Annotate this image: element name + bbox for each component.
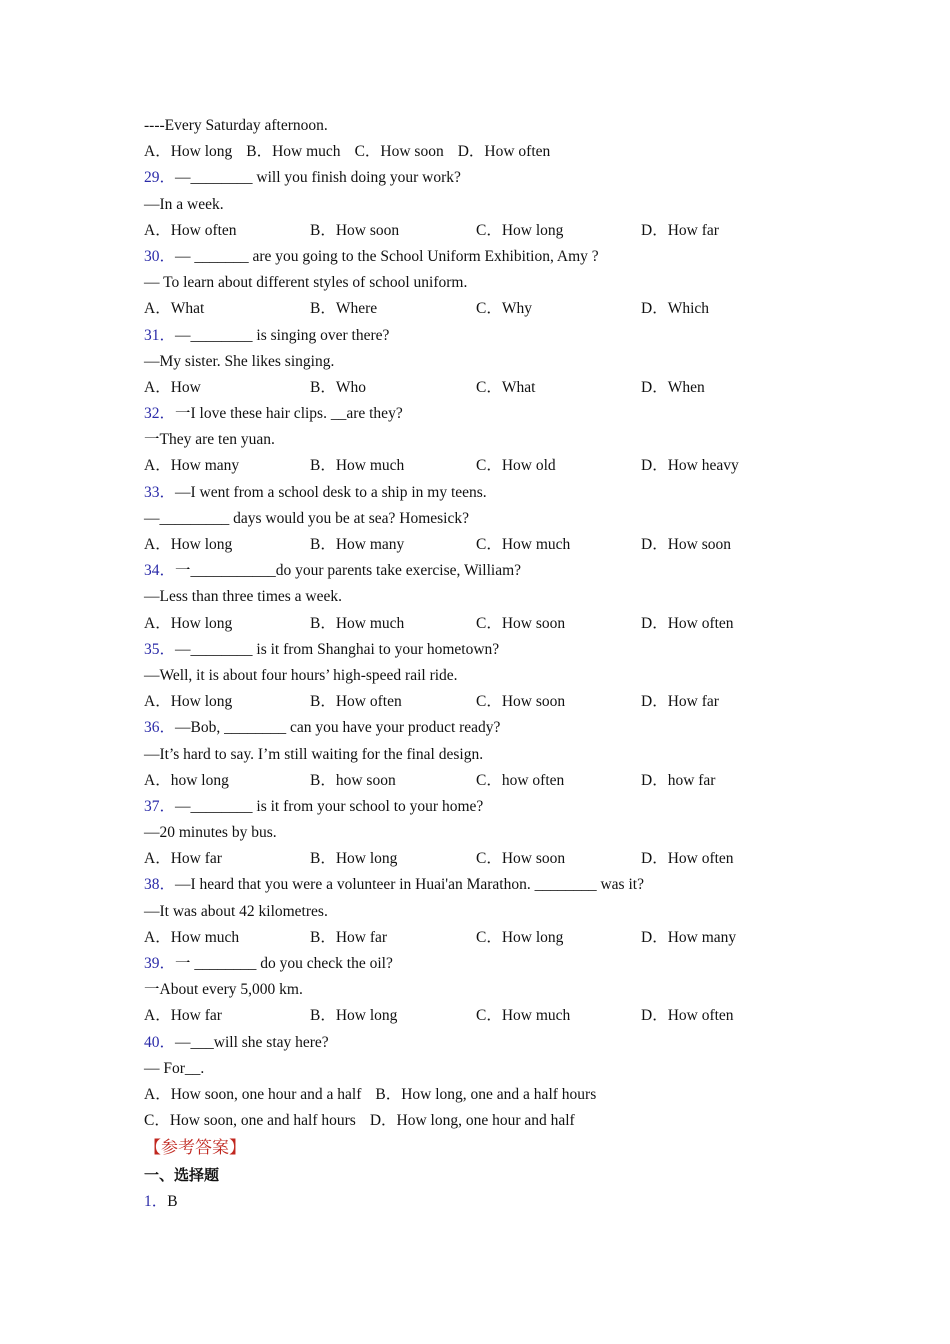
option-c: C．How soon, one and half hours: [144, 1112, 356, 1130]
option-d: D．How many: [641, 928, 737, 946]
option-b: B．How far: [310, 928, 388, 946]
answer-key-header: 【参考答案】: [144, 1138, 246, 1159]
question-reply: —It’s hard to say. I’m still waiting for the final design.: [144, 745, 484, 763]
option-c: C．How soon: [476, 850, 566, 868]
question-number: 40．: [144, 1033, 176, 1051]
option-c: C．How long: [476, 221, 564, 239]
option-d: D．How often: [641, 614, 734, 632]
question-reply: —My sister. She likes singing.: [144, 352, 335, 370]
answer-number: 1．: [144, 1192, 168, 1210]
question-number: 38．: [144, 876, 176, 894]
question-reply: — To learn about different styles of school uniform.: [144, 274, 468, 292]
option-a: A．How soon, one hour and a half: [144, 1085, 362, 1103]
options-row-2: [144, 1108, 844, 1134]
question-options: [144, 532, 844, 558]
question-block: [144, 165, 844, 244]
question-stem: [144, 1030, 844, 1056]
question-block: [144, 794, 844, 873]
question-number: 30．: [144, 247, 176, 265]
question-block: [144, 558, 844, 637]
question-stem: [144, 165, 844, 191]
question-reply: —20 minutes by bus.: [144, 824, 277, 842]
option-c: C．How long: [476, 928, 564, 946]
question-block: [144, 715, 844, 794]
question-number: 34．: [144, 562, 176, 580]
question-number: 33．: [144, 483, 176, 501]
question-options: [144, 925, 844, 951]
option-b: B．How much: [246, 143, 341, 161]
question-text: —Bob, ________ can you have your product ready?: [175, 719, 501, 737]
question-reply: 一About every 5,000 km.: [144, 981, 303, 999]
question-text: 一I love these hair clips. __are they?: [175, 405, 403, 423]
option-b: B．How long: [310, 850, 398, 868]
option-c: C．How soon: [476, 693, 566, 711]
question-options: [144, 846, 844, 872]
question-reply: —In a week.: [144, 195, 224, 213]
question-stem: [144, 794, 844, 820]
option-a: A．How long: [144, 536, 233, 553]
option-c: C．How old: [476, 457, 556, 475]
question-stem: [144, 715, 844, 741]
question-block: [144, 872, 844, 951]
option-d: D．How often: [457, 143, 551, 161]
option-c: C．Why: [476, 300, 532, 318]
option-b: B．How often: [310, 693, 402, 711]
question-stem: [144, 951, 844, 977]
question-text: —________ is it from your school to your home?: [175, 797, 484, 815]
document-page: [144, 113, 844, 1215]
question-block: [144, 244, 844, 323]
question-reply: — For__.: [144, 1059, 205, 1077]
answer-item: [144, 1189, 844, 1215]
question-reply: 一They are ten yuan.: [144, 431, 275, 449]
question-block: [144, 480, 844, 559]
option-d: D．When: [641, 378, 705, 396]
section-heading: 一、选择题: [144, 1166, 220, 1185]
prior-answer-line: ----Every Saturday afternoon.: [144, 117, 328, 134]
question-stem: [144, 244, 844, 270]
question-text: — _______ are you going to the School Uniform Exhibition, Amy ?: [175, 247, 599, 265]
question-options: [144, 611, 844, 637]
option-b: B．How many: [310, 536, 405, 553]
question-number: 37．: [144, 797, 176, 815]
option-a: A．How many: [144, 457, 240, 475]
option-d: D．How far: [641, 221, 719, 239]
question-options: [144, 218, 844, 244]
option-a: A．How: [144, 378, 201, 396]
option-b: B．How long, one and a half hours: [375, 1085, 597, 1103]
question-stem: [144, 480, 844, 506]
option-a: A．how long: [144, 771, 229, 789]
option-a: A．How far: [144, 850, 222, 868]
question-text: —I went from a school desk to a ship in my teens.: [175, 483, 487, 501]
option-b: B．How soon: [310, 221, 400, 239]
question-number: 36．: [144, 719, 176, 737]
prior-options: [144, 139, 844, 165]
question-stem: [144, 558, 844, 584]
answer-value: B: [167, 1192, 178, 1210]
question-40: [144, 1030, 844, 1135]
option-b: B．how soon: [310, 771, 396, 789]
question-block: [144, 401, 844, 480]
option-d: D．How far: [641, 693, 719, 711]
question-block: [144, 951, 844, 1030]
option-a: A．How often: [144, 221, 237, 239]
option-b: B．How long: [310, 1007, 398, 1025]
option-c: C．how often: [476, 771, 565, 789]
option-a: A．How long: [144, 693, 233, 711]
option-c: C．What: [476, 378, 536, 396]
question-number: 35．: [144, 640, 176, 658]
option-d: D．Which: [641, 300, 710, 318]
question-number: 39．: [144, 955, 176, 972]
option-c: C．How much: [476, 1007, 571, 1025]
option-d: D．How often: [641, 1007, 734, 1025]
question-options: [144, 689, 844, 715]
question-stem: [144, 637, 844, 663]
question-reply: —Well, it is about four hours’ high-speed rail ride.: [144, 666, 458, 684]
question-text: 一 ________ do you check the oil?: [175, 955, 393, 972]
question-text: —I heard that you were a volunteer in Huai'an Marathon. ________ was it?: [175, 876, 644, 894]
question-options: [144, 768, 844, 794]
option-a: A．What: [144, 300, 205, 318]
question-stem: [144, 323, 844, 349]
question-options: [144, 1003, 844, 1029]
option-c: C．How soon: [476, 614, 566, 632]
question-text: —___will she stay here?: [175, 1033, 329, 1051]
question-stem: [144, 401, 844, 427]
option-d: D．how far: [641, 771, 716, 789]
option-c: C．How soon: [354, 143, 444, 161]
question-text: —________ is it from Shanghai to your hometown?: [175, 640, 500, 658]
question-reply: —Less than three times a week.: [144, 588, 342, 606]
question-options: [144, 375, 844, 401]
option-d: D．How soon: [641, 536, 731, 553]
question-number: 32．: [144, 405, 176, 423]
option-b: B．How much: [310, 614, 405, 632]
question-block: [144, 637, 844, 716]
question-reply: —_________ days would you be at sea? Homesick?: [144, 509, 470, 527]
question-text: 一___________do your parents take exercise, William?: [175, 562, 522, 580]
option-d: D．How heavy: [641, 457, 739, 475]
question-list: [144, 165, 844, 1029]
question-options: [144, 296, 844, 322]
option-a: A．How long: [144, 143, 233, 161]
question-number: 31．: [144, 326, 176, 344]
question-text: —________ will you finish doing your work?: [175, 169, 461, 187]
options-row-1: [144, 1082, 844, 1108]
option-c: C．How much: [476, 536, 571, 553]
question-reply: —It was about 42 kilometres.: [144, 902, 328, 920]
option-a: A．How long: [144, 614, 233, 632]
question-stem: [144, 872, 844, 898]
option-a: A．How much: [144, 928, 240, 946]
question-options: [144, 453, 844, 479]
option-b: B．How much: [310, 457, 405, 475]
option-d: D．How often: [641, 850, 734, 868]
option-b: B．Where: [310, 300, 378, 318]
option-a: A．How far: [144, 1007, 222, 1025]
question-number: 29．: [144, 169, 176, 187]
question-block: [144, 323, 844, 402]
question-text: —________ is singing over there?: [175, 326, 390, 344]
option-d: D．How long, one hour and half: [369, 1112, 575, 1130]
option-b: B．Who: [310, 378, 366, 396]
